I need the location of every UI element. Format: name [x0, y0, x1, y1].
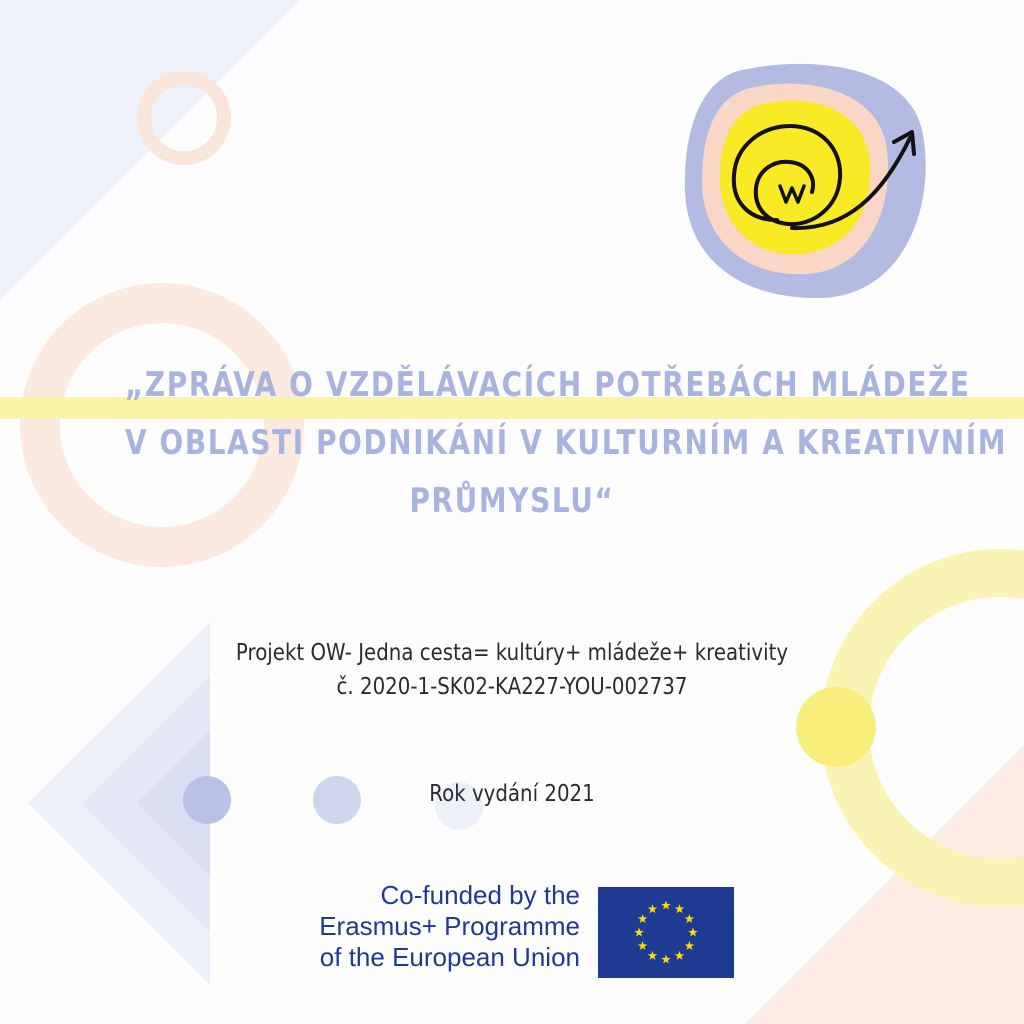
- title-line-1: „ZPRÁVA O VZDĚLÁVACÍCH POTŘEBÁCH MLÁDEŽE: [124, 365, 971, 405]
- lavender-dot-1: [183, 776, 231, 824]
- project-number: č. 2020-1-SK02-KA227-YOU-002737: [336, 674, 688, 700]
- eu-flag-icon: [598, 887, 734, 978]
- project-name: Projekt OW- Jedna cesta= kultúry+ mládeže+ kreativity: [235, 640, 789, 666]
- title-line-3: PRŮMYSLU“: [409, 481, 615, 521]
- title-line-2: V OBLASTI PODNIKÁNÍ V KULTURNÍM A KREATIVNÍM: [124, 423, 1008, 463]
- report-title: [124, 356, 1008, 530]
- project-info: [168, 636, 856, 704]
- ow-spiral-arrow-logo-icon: [682, 60, 930, 300]
- funding-line-3: of the European Union: [319, 942, 580, 972]
- funding-statement: [250, 880, 580, 973]
- funding-line-2: Erasmus+ Programme: [319, 911, 580, 941]
- publication-year: Rok vydání 2021: [429, 781, 595, 807]
- funding-line-1: Co-funded by the: [380, 880, 580, 910]
